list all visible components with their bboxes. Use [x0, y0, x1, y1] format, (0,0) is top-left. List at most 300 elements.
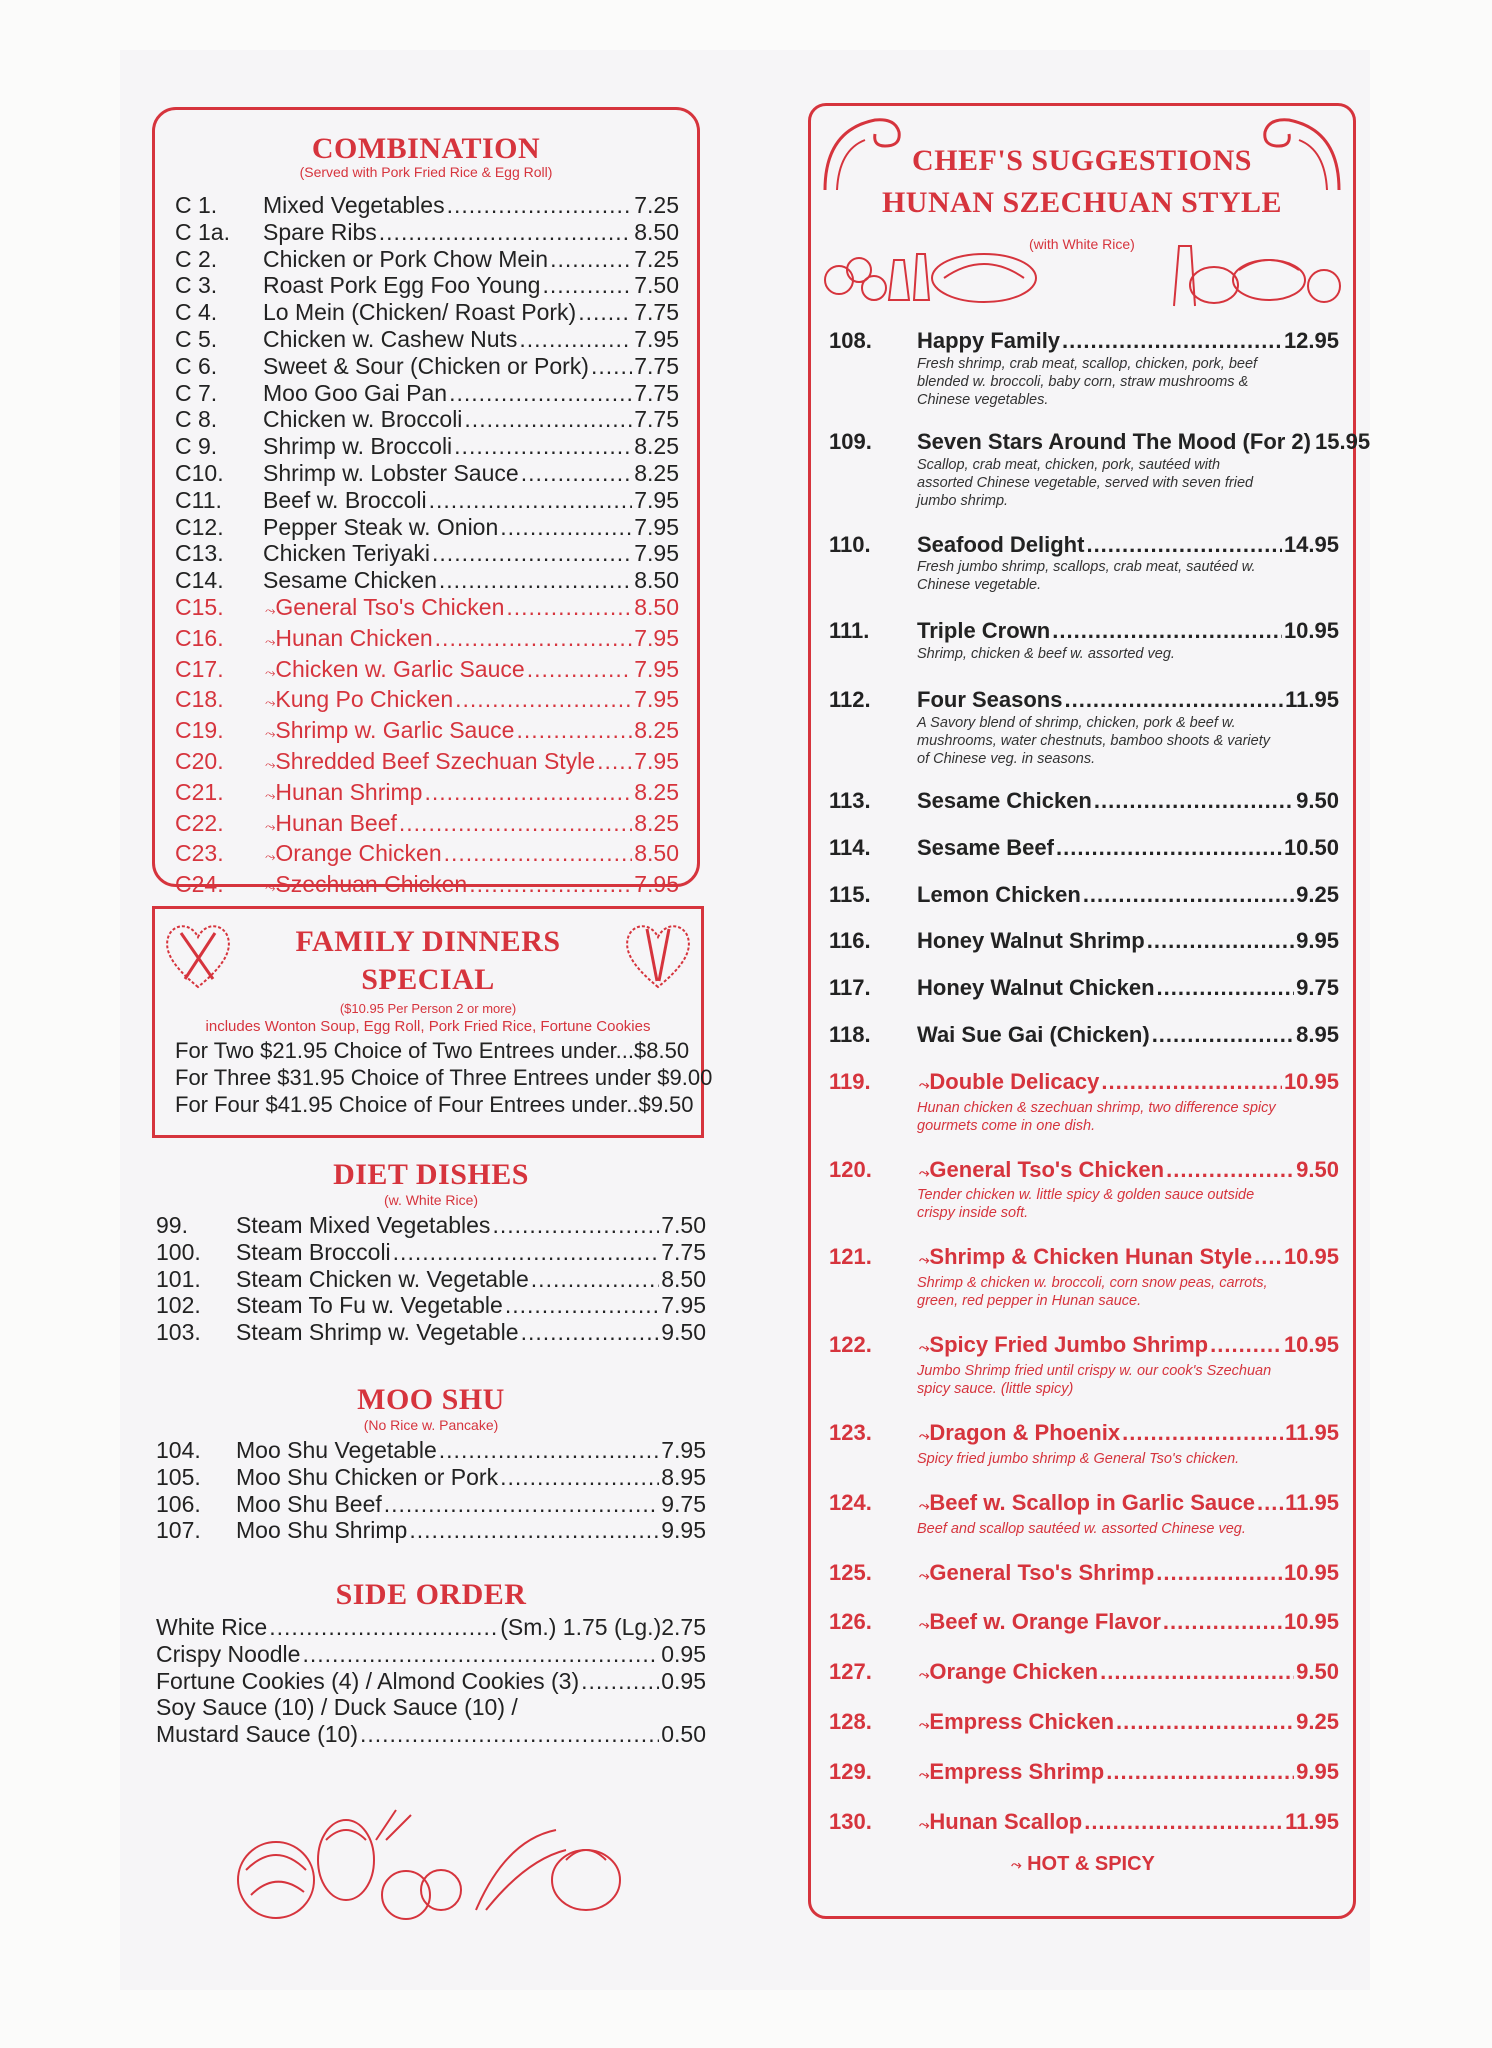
item-price: 7.75: [634, 299, 679, 326]
item-name: Steam Broccoli: [236, 1238, 391, 1265]
leader-dots: [597, 748, 632, 775]
item-name: Steam Shrimp w. Vegetable: [236, 1319, 519, 1346]
item-name: Roast Pork Egg Foo Young: [263, 272, 541, 299]
combination-item: [175, 840, 679, 871]
item-name: Dragon & Phoenix: [929, 1419, 1121, 1445]
leader-dots: [1052, 618, 1282, 645]
item-name: Triple Crown: [917, 618, 1051, 644]
combination-item: [175, 246, 679, 273]
item-number: C23.: [175, 840, 224, 867]
item-price: 10.95: [1283, 1559, 1339, 1585]
item-price: 9.25: [1296, 881, 1339, 907]
item-price: 9.95: [1296, 1758, 1339, 1784]
moo-shu-section: [156, 1383, 706, 1544]
item-price: 0.50: [661, 1721, 706, 1748]
item-price: 7.25: [634, 192, 679, 218]
item-number: 120.: [829, 1156, 872, 1182]
combination-subtitle: (Served with Pork Fried Rice & Egg Roll): [299, 164, 553, 180]
chef-item: [829, 1709, 1339, 1739]
item-name: Seven Stars Around The Mood (For 2): [917, 428, 1311, 454]
item-name: Moo Shu Vegetable: [236, 1437, 437, 1463]
combination-item: [175, 594, 679, 625]
item-number: 110.: [829, 531, 871, 557]
hot-pepper-icon: ⤳: [919, 1340, 930, 1356]
chef-item: [829, 1490, 1339, 1538]
item-number: 116.: [829, 928, 871, 954]
leader-dots: [542, 272, 632, 299]
item-price: 9.75: [1296, 975, 1339, 1001]
combination-item: [175, 326, 679, 353]
chef-item: [829, 1560, 1339, 1590]
item-name: Moo Shu Chicken or Pork: [236, 1463, 499, 1490]
item-number: C 1a.: [175, 218, 230, 245]
chef-item-row: [829, 788, 1339, 815]
item-price: 8.95: [1296, 1021, 1339, 1047]
hot-pepper-icon: ⤳: [919, 1076, 930, 1092]
family-title: [155, 923, 701, 999]
leader-dots: [500, 514, 632, 541]
leader-dots: [1056, 835, 1282, 862]
chef-item: [829, 1332, 1339, 1398]
item-description: Fresh shrimp, crab meat, scallop, chicken, pork, beef blended w. broccoli, baby corn, straw mushrooms & Chinese vegetables.: [917, 355, 1258, 408]
leader-dots: [393, 1239, 660, 1266]
hot-pepper-icon: ⤳: [265, 664, 276, 680]
leader-dots: [581, 1668, 659, 1695]
hot-pepper-icon: ⤳: [265, 695, 276, 711]
item-number: 124.: [829, 1489, 872, 1515]
item-price: 11.95: [1285, 1419, 1339, 1445]
item-name: Hunan Scallop: [929, 1808, 1083, 1834]
chef-item-row: [829, 1069, 1339, 1099]
mooshu-item: [156, 1464, 706, 1491]
item-number: C14.: [175, 567, 224, 594]
chef-item-row: [829, 1157, 1339, 1187]
item-price: 8.50: [634, 567, 679, 594]
item-description: A Savory blend of shrimp, chicken, pork & beef w. mushrooms, water chestnuts, bamboo shoots & variety of Chinese veg. in seasons.: [917, 714, 1270, 767]
chef-item: [829, 618, 1339, 663]
item-number: 109.: [829, 428, 872, 454]
item-price: 9.95: [1296, 928, 1339, 954]
item-name: General Tso's Shrimp: [929, 1559, 1155, 1585]
item-number: C12.: [175, 513, 224, 540]
item-number: C 3.: [175, 272, 218, 299]
item-price: 7.95: [634, 486, 679, 513]
combination-title: COMBINATION: [311, 132, 541, 165]
leader-dots: [1254, 1244, 1282, 1271]
side-item: [156, 1668, 706, 1695]
leader-dots: [1100, 1659, 1294, 1686]
item-description: Shrimp & chicken w. broccoli, corn snow peas, carrots, green, red pepper in Hunan sauce.: [917, 1275, 1268, 1310]
family-includes-note: includes Wonton Soup, Egg Roll, Pork Fried Rice, Fortune Cookies: [205, 1018, 651, 1035]
combination-item: [175, 810, 679, 841]
leader-dots: [591, 353, 632, 380]
item-price: 8.50: [634, 218, 679, 245]
item-number: C17.: [175, 655, 224, 682]
combination-item: [175, 871, 679, 902]
hot-pepper-icon: ⤳: [919, 1816, 930, 1832]
leader-dots: [1086, 532, 1281, 559]
leader-dots: [454, 433, 632, 460]
item-name: Chicken Teriyaki: [263, 540, 431, 567]
item-number: 106.: [156, 1490, 201, 1517]
leader-dots: [435, 625, 633, 652]
chef-item-row: [829, 1709, 1339, 1739]
item-name: Pepper Steak w. Onion: [263, 513, 499, 540]
combination-item: [175, 779, 679, 810]
hot-pepper-icon: ⤳: [265, 818, 276, 834]
item-name: Shredded Beef Szechuan Style: [275, 747, 596, 774]
combination-item: [175, 433, 679, 460]
mooshu-item: [156, 1517, 706, 1544]
leader-dots: [469, 871, 632, 898]
item-name: Beef w. Orange Flavor: [929, 1609, 1161, 1635]
chef-item: [829, 687, 1339, 768]
item-description: Fresh jumbo shrimp, scallops, crab meat, sautéed w. Chinese vegetable.: [917, 559, 1256, 594]
chef-item-row: [829, 328, 1339, 355]
item-name: Sesame Beef: [917, 834, 1054, 860]
mooshu-subtitle: (No Rice w. Pancake): [363, 1417, 499, 1433]
item-number: C 5.: [175, 325, 218, 352]
hot-pepper-icon: ⤳: [265, 756, 276, 772]
item-number: 111.: [829, 618, 870, 644]
item-price: 15.95: [1315, 428, 1371, 454]
family-option: For Two $21.95 Choice of Two Entrees under...$8.50: [175, 1038, 690, 1063]
combination-item: [175, 514, 679, 541]
combination-item: [175, 686, 679, 717]
family-title-line2: SPECIAL: [361, 963, 495, 996]
diet-item: [156, 1319, 706, 1346]
item-name: Spicy Fried Jumbo Shrimp: [929, 1332, 1209, 1358]
chef-item: [829, 1609, 1339, 1639]
leader-dots: [519, 326, 632, 353]
leader-dots: [1084, 1809, 1283, 1836]
combination-item: [175, 487, 679, 514]
item-price: 10.95: [1283, 1244, 1339, 1270]
leader-dots: [527, 656, 633, 683]
item-price: 7.95: [634, 325, 679, 352]
combination-item: [175, 406, 679, 433]
chef-title-line2: HUNAN SZECHUAN STYLE: [881, 186, 1283, 219]
item-price: 7.75: [634, 352, 679, 379]
item-name: Chicken w. Cashew Nuts: [263, 325, 518, 352]
item-name: Hunan Shrimp: [275, 778, 423, 805]
family-option: For Four $41.95 Choice of Four Entrees under..$9.50: [175, 1092, 694, 1117]
item-name: Chicken w. Garlic Sauce: [275, 655, 525, 682]
mooshu-item: [156, 1491, 706, 1518]
item-number: 130.: [829, 1808, 872, 1834]
item-number: C11.: [175, 486, 222, 513]
item-number: C18.: [175, 686, 224, 713]
item-name: Hunan Chicken: [275, 624, 433, 651]
side-item: [156, 1614, 706, 1641]
item-number: C10.: [175, 459, 224, 486]
item-price: 9.25: [1296, 1708, 1339, 1734]
hot-spicy-legend: [811, 1853, 1353, 1876]
item-name: Shrimp & Chicken Hunan Style: [929, 1244, 1253, 1270]
item-number: 104.: [156, 1437, 201, 1463]
item-number: C 6.: [175, 352, 218, 379]
leader-dots: [269, 1614, 498, 1641]
leader-dots: [1157, 975, 1295, 1002]
item-price: 7.50: [661, 1212, 706, 1238]
item-number: 112.: [829, 687, 871, 713]
diet-dishes-section: [156, 1158, 706, 1346]
item-name: Double Delicacy: [929, 1068, 1100, 1094]
family-dinners-box: [152, 906, 713, 1138]
item-price: 9.50: [1296, 787, 1339, 813]
item-name: Orange Chicken: [275, 840, 442, 867]
hot-pepper-icon: ⤳: [265, 880, 276, 896]
item-number: C19.: [175, 717, 224, 744]
item-price: 8.25: [634, 717, 679, 744]
combination-item: [175, 272, 679, 299]
item-price: 8.25: [634, 433, 679, 460]
item-price: 10.50: [1283, 834, 1339, 860]
leader-dots: [379, 219, 632, 246]
item-name: Hunan Beef: [275, 809, 397, 836]
item-name: Mustard Sauce (10): [156, 1721, 358, 1748]
item-name: Shrimp w. Broccoli: [263, 433, 453, 460]
leader-dots: [500, 1464, 659, 1491]
chef-item-row: [829, 1244, 1339, 1274]
chef-item-row: [829, 882, 1339, 909]
family-option: For Three $31.95 Choice of Three Entrees under $9.00: [175, 1065, 713, 1090]
item-price: 7.95: [634, 624, 679, 651]
item-name: General Tso's Chicken: [275, 593, 505, 620]
leader-dots: [447, 192, 633, 219]
chef-item: [829, 1244, 1339, 1310]
hot-pepper-icon: ⤳: [265, 602, 276, 618]
diet-subtitle: (w. White Rice): [383, 1192, 479, 1208]
leader-dots: [1156, 1560, 1282, 1587]
chef-item-row: [829, 975, 1339, 1002]
item-number: 107.: [156, 1517, 201, 1544]
hot-pepper-icon: ⤳: [919, 1164, 930, 1180]
side-item: [156, 1641, 706, 1668]
combination-item: [175, 748, 679, 779]
item-description: Tender chicken w. little spicy & golden sauce outside crispy inside soft.: [917, 1187, 1255, 1222]
leader-dots: [550, 246, 632, 273]
item-name: White Rice: [156, 1614, 268, 1640]
item-price: 7.95: [661, 1437, 706, 1463]
leader-dots: [505, 1292, 659, 1319]
item-description: Spicy fried jumbo shrimp & General Tso's chicken.: [917, 1450, 1240, 1467]
item-description: Scallop, crab meat, chicken, pork, sautéed with assorted Chinese vegetable, served with seven fried jumbo shrimp.: [917, 456, 1254, 509]
item-name: Sweet & Sour (Chicken or Pork): [263, 352, 589, 379]
combination-item: [175, 540, 679, 567]
item-number: 126.: [829, 1609, 872, 1635]
combination-item: [175, 299, 679, 326]
leader-dots: [1101, 1069, 1282, 1096]
item-price: 9.95: [661, 1517, 706, 1544]
item-price: 10.95: [1283, 1609, 1339, 1635]
item-number: C 9.: [175, 433, 218, 460]
item-number: C16.: [175, 624, 224, 651]
item-price: 8.95: [661, 1463, 706, 1490]
leader-dots: [521, 1319, 660, 1346]
leader-dots: [1116, 1709, 1294, 1736]
item-price: 7.95: [634, 513, 679, 540]
side-title: SIDE ORDER: [335, 1578, 527, 1611]
item-name: Empress Chicken: [929, 1708, 1115, 1734]
chef-suggestions-box: [808, 103, 1371, 1919]
item-name: Orange Chicken: [929, 1659, 1099, 1685]
item-name: Moo Shu Beef: [236, 1490, 382, 1517]
item-name: Soy Sauce (10) / Duck Sauce (10) /: [156, 1694, 518, 1721]
item-name: Empress Shrimp: [929, 1758, 1105, 1784]
chef-item: [829, 1069, 1339, 1135]
diet-item: [156, 1292, 706, 1319]
chef-item: [829, 788, 1339, 815]
item-name: Happy Family: [917, 328, 1061, 353]
leader-dots: [492, 1212, 659, 1239]
item-name: Steam To Fu w. Vegetable: [236, 1292, 503, 1319]
item-name: Kung Po Chicken: [275, 686, 454, 713]
side-order-section: [156, 1578, 706, 1748]
mooshu-title: MOO SHU: [357, 1383, 505, 1416]
hot-pepper-icon: ⤳: [265, 787, 276, 803]
item-name: Szechuan Chicken: [275, 871, 468, 898]
hot-pepper-icon: ⤳: [919, 1667, 930, 1683]
item-description: Hunan chicken & szechuan shrimp, two difference spicy gourmets come in one dish.: [917, 1099, 1276, 1134]
item-price: 7.75: [634, 379, 679, 406]
item-name: Mixed Vegetables: [263, 192, 445, 218]
chef-item-row: [829, 428, 1371, 456]
combination-item: [175, 460, 679, 487]
item-price: 7.75: [661, 1238, 706, 1265]
leader-dots: [439, 1437, 659, 1464]
item-name: Lo Mein (Chicken/ Roast Pork): [263, 299, 577, 326]
item-price: 8.25: [634, 809, 679, 836]
combination-item: [175, 625, 679, 656]
hot-pepper-icon: ⤳: [265, 726, 276, 742]
item-price: 7.95: [661, 1292, 706, 1319]
chef-item: [829, 882, 1339, 909]
chef-item: [829, 1420, 1339, 1468]
combination-list: [175, 192, 679, 902]
item-price: 8.25: [634, 459, 679, 486]
item-name: Shrimp w. Lobster Sauce: [263, 459, 519, 486]
item-number: 118.: [829, 1021, 871, 1047]
leader-dots: [1094, 788, 1294, 815]
item-number: C13.: [175, 540, 224, 567]
leader-dots: [449, 380, 632, 407]
hot-pepper-icon: ⤳: [919, 1617, 930, 1633]
item-price: 10.95: [1283, 1332, 1339, 1358]
combination-box: [152, 107, 700, 898]
item-price: 11.95: [1285, 687, 1339, 713]
leader-dots: [578, 299, 632, 326]
item-name: Chicken w. Broccoli: [263, 406, 463, 433]
hot-pepper-icon: ⤳: [1011, 1856, 1022, 1872]
hot-pepper-icon: ⤳: [919, 1716, 930, 1732]
item-number: 99.: [156, 1212, 188, 1238]
item-name: Chicken or Pork Chow Mein: [263, 245, 549, 272]
item-name: Four Seasons: [917, 687, 1063, 713]
item-name: Honey Walnut Chicken: [917, 975, 1155, 1001]
item-price: 11.95: [1285, 1808, 1339, 1834]
item-price: (Sm.) 1.75 (Lg.)2.75: [500, 1614, 706, 1640]
chef-item: [829, 532, 1339, 595]
leader-dots: [302, 1641, 659, 1668]
leader-dots: [521, 460, 633, 487]
item-number: 128.: [829, 1708, 872, 1734]
hot-pepper-icon: ⤳: [919, 1427, 930, 1443]
leader-dots: [360, 1721, 659, 1748]
chef-item-row: [829, 1022, 1339, 1049]
item-number: 115.: [829, 881, 871, 907]
item-price: 7.50: [634, 272, 679, 299]
heart-chopsticks-icon: [621, 917, 695, 993]
leader-dots: [409, 1517, 659, 1544]
combination-item: [175, 567, 679, 594]
item-price: 14.95: [1283, 531, 1339, 557]
item-name: Wai Sue Gai (Chicken): [917, 1021, 1150, 1047]
leader-dots: [1147, 928, 1294, 955]
item-number: 114.: [829, 834, 871, 860]
item-number: C21.: [175, 778, 224, 805]
family-options: [155, 1035, 713, 1118]
item-description: Jumbo Shrimp fried until crispy w. our cook's Szechuan spicy sauce. (little spicy): [917, 1362, 1272, 1397]
item-number: C24.: [175, 871, 224, 898]
chef-item-row: [829, 532, 1339, 559]
item-number: 102.: [156, 1292, 201, 1319]
item-number: 119.: [829, 1068, 871, 1094]
leader-dots: [399, 810, 632, 837]
item-price: 7.25: [634, 245, 679, 272]
item-number: 105.: [156, 1463, 201, 1490]
combination-item: [175, 353, 679, 380]
heart-chopsticks-icon: [161, 917, 235, 993]
item-number: C20.: [175, 747, 224, 774]
leader-dots: [1257, 1490, 1283, 1517]
side-list: [156, 1614, 706, 1748]
item-name: Crispy Noodle: [156, 1640, 301, 1667]
chef-item: [829, 1157, 1339, 1223]
item-name: Sesame Chicken: [263, 567, 437, 594]
item-name: Moo Shu Shrimp: [236, 1517, 408, 1544]
leader-dots: [439, 567, 632, 594]
chef-title-line1: CHEF'S SUGGESTIONS: [912, 144, 1252, 177]
item-number: 127.: [829, 1659, 872, 1685]
item-price: 8.25: [634, 778, 679, 805]
chef-list: [829, 328, 1371, 1858]
chef-item-row: [829, 835, 1339, 862]
item-price: 10.95: [1283, 1068, 1339, 1094]
item-description: Shrimp, chicken & beef w. assorted veg.: [917, 646, 1175, 663]
item-name: Steam Mixed Vegetables: [236, 1212, 491, 1238]
item-price: 12.95: [1283, 328, 1339, 353]
item-number: C15.: [175, 593, 224, 620]
item-price: 7.75: [634, 406, 679, 433]
item-name: Shrimp w. Garlic Sauce: [275, 717, 515, 744]
item-price: 9.50: [1296, 1659, 1339, 1685]
item-number: 129.: [829, 1758, 872, 1784]
leader-dots: [531, 1266, 659, 1293]
item-number: 117.: [829, 975, 871, 1001]
leader-dots: [1083, 882, 1294, 909]
hot-pepper-icon: ⤳: [919, 1567, 930, 1583]
hot-pepper-icon: ⤳: [265, 849, 276, 865]
item-number: 122.: [829, 1332, 872, 1358]
item-price: 7.95: [634, 686, 679, 713]
hot-pepper-icon: ⤳: [919, 1252, 930, 1268]
item-number: 103.: [156, 1319, 201, 1346]
item-price: 0.95: [661, 1667, 706, 1694]
combination-item: [175, 380, 679, 407]
item-name: Spare Ribs: [263, 218, 377, 245]
item-number: C 8.: [175, 406, 218, 433]
